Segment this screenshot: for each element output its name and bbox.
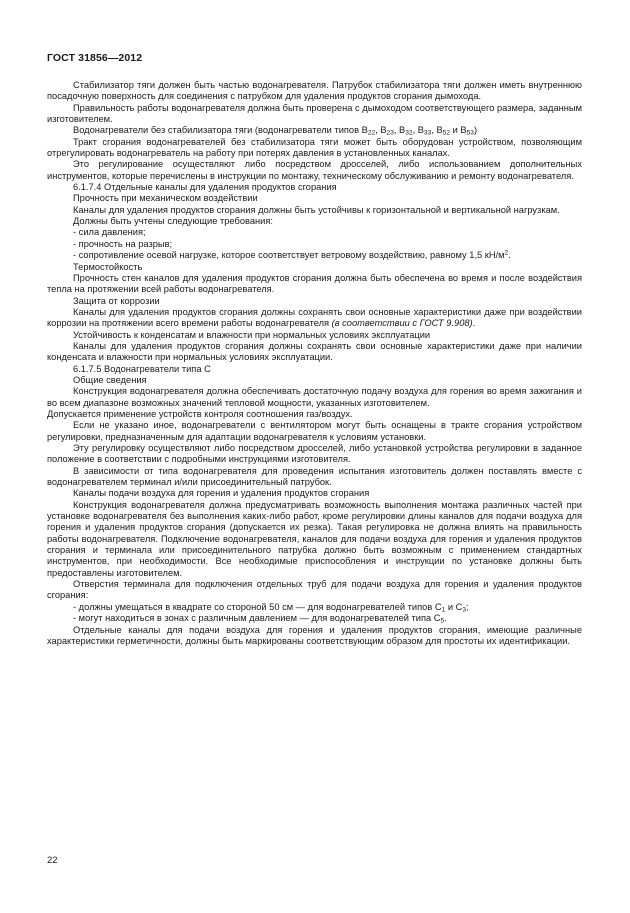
paragraph: Стабилизатор тяги должен быть частью водонагревателя. Патрубок стабилизатора тяги должен иметь внутреннюю посадочную поверхность для соединения с патрубком для удаления продуктов сгорания дымохода. [47, 80, 582, 102]
paragraph: Отверстия терминала для подключения отдельных труб для подачи воздуха для горения и удаления продуктов сгорания: [47, 579, 582, 601]
paragraph: Отдельные каналы для подачи воздуха для горения и удаления продуктов сгорания, имеющие различные характеристики герметичности, должны быть маркированы соответствующим образом для простоты их идентификации. [47, 624, 582, 646]
paragraph: - могут находиться в зонах с различным давлением — для водонагревателей типа $C_5$. [73, 613, 447, 625]
paragraph: Каналы для удаления продуктов сгорания должны сохранять свои основные характеристики даже при наличии конденсата и влажности при нормальных условиях эксплуатации. [47, 340, 582, 363]
paragraph: Каналы для удаления продуктов сгорания должны быть устойчивы к горизонтальной и вертикальной нагрузкам. [73, 204, 560, 215]
document-header: ГОСТ 31856—2012 [47, 52, 143, 64]
paragraph: В зависимости от типа водонагревателя для проведения испытания изготовитель должен поставлять вместе с водонагревателем терминал и/или присоединительный патрубок. [47, 465, 582, 488]
paragraph: 6.1.7.4 Отдельные каналы для удаления продуктов сгорания [73, 182, 337, 193]
paragraph: - сила давления; [73, 227, 146, 238]
paragraph: Правильность работы водонагревателя должна быть проверена с дымоходом соответствующего размера, заданным изготовителем. [47, 102, 582, 125]
paragraph: Если не указано иное, водонагреватели с вентилятором могут быть оснащены в тракте сгорания устройством регулировки, предназначенным для адаптации водонагревателя к условиям установки. [47, 420, 582, 442]
paragraph: Тракт сгорания водонагревателей без стабилизатора тяги может быть оборудован устройством, позволяющим отрегулировать водонагреватель на работу при потерях давления в установленных каналах. [47, 136, 582, 159]
paragraph: Устойчивость к конденсатам и влажности при нормальных условиях эксплуатации [73, 329, 431, 340]
paragraph: Допускается применение устройств контроля соотношения газ/воздух. [47, 408, 353, 419]
paragraph: Общие сведения [73, 374, 147, 385]
paragraph: Эту регулировку осуществляют либо посредством дросселей, либо установкой устройства регулировки в заданное положение в соответствии с подробными инструкциями изготовителя. [47, 443, 582, 465]
paragraph: Защита от коррозии [73, 295, 160, 306]
document-body [47, 80, 582, 647]
paragraph: Конструкция водонагревателя должна предусматривать возможность выполнения монтажа различных частей при установке водонагревателя без выполнения каких-либо работ, кроме регулировки длины каналов для подачи воздуха для горения и удаления продуктов сгорания (допускается их резка). Такая регулировка не должна влиять на правильность работы водонагревателя. Подключение водонагревателя, каналов для подачи воздуха для горения и удаления продуктов сгорания и терминала или присоединительного патрубка должно быть возможным с применением стандартных инструментов, при необходимости. Все необходимые приспособления и инструкции по установке должны быть предоставлены изготовителем. [47, 499, 582, 578]
paragraph: Термостойкость [73, 261, 143, 272]
paragraph: Прочность при механическом воздействии [73, 193, 258, 204]
paragraph: Каналы для удаления продуктов сгорания должны сохранять свои основные характеристики даже при воздействии коррозии на протяжении всего времени работы водонагревателя (в соответствии с ГОСТ 9.908). [47, 306, 582, 329]
paragraph: - должны умещаться в квадрате со стороной 50 см — для водонагревателей типов $C_1$ и $C_3$; [73, 601, 469, 614]
paragraph: Должны быть учтены следующие требования: [73, 216, 273, 227]
page-number: 22 [47, 855, 58, 866]
paragraph: - прочность на разрыв; [73, 238, 173, 249]
paragraph: Каналы подачи воздуха для горения и удаления продуктов сгорания [73, 488, 370, 499]
paragraph: Прочность стен каналов для удаления продуктов сгорания должна быть обеспечена во время и после воздействия тепла на протяжении всей работы водонагревателя. [47, 272, 582, 295]
paragraph: 6.1.7.5 Водонагреватели типа C [73, 363, 211, 374]
paragraph: - сопротивление осевой нагрузке, которое соответствует ветровому воздействию, равному 1,5 $кН/м^2$. [73, 249, 511, 261]
paragraph: Водонагреватели без стабилизатора тяги (водонагреватели типов $B_{22}$, $B_{23}$, $B_{32}$, $B_{33}$, $B_{52}$ и $B_{53}$) [73, 125, 478, 137]
paragraph: Конструкция водонагревателя должна обеспечивать достаточную подачу воздуха для горения во время зажигания и во всем диапазоне возможных значений тепловой мощности, указанных изготовителем. [47, 386, 582, 408]
paragraph: Это регулирование осуществляют либо посредством дросселей, либо использованием дополнительных инструментов, которые перечислены в инструкции по монтажу, техническому обслуживанию и ремонту водонагревателя. [47, 159, 582, 181]
